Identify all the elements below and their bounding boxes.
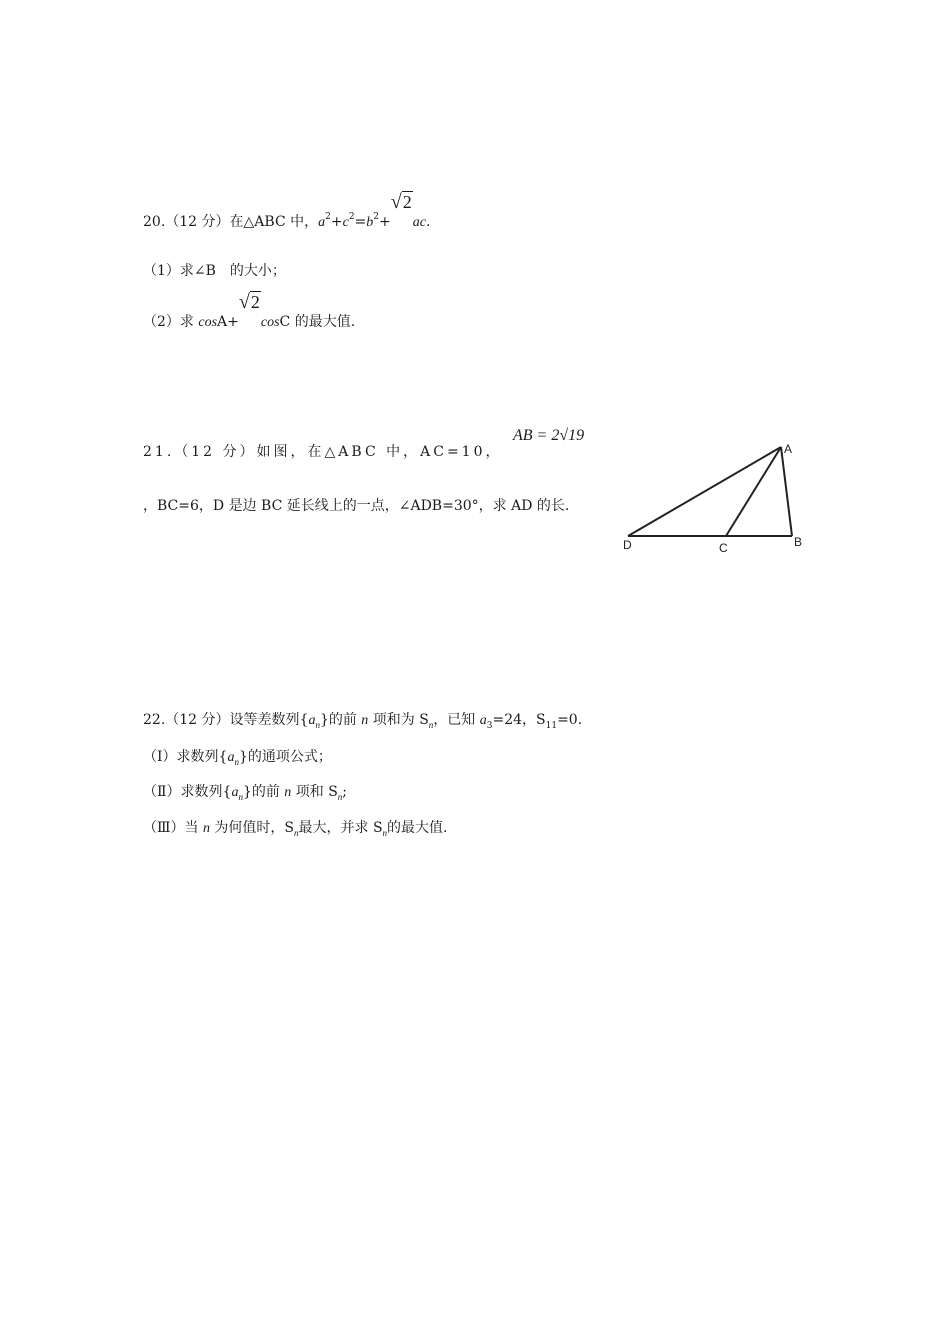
q22-header: 22.（12 分）设等差数列$\{a_n\}$的前 n 项和为 $S_n$，已知 $a_3=24$，$S_{11}=0$.	[143, 712, 583, 731]
sqrt-2-formula-2: √2	[238, 291, 260, 313]
q22-part2: （Ⅱ）求数列$\{a_n\}$的前 n 项和 $S_n$;	[143, 784, 348, 802]
q21-line2: ，BC=6，D 是边 BC 延长线上的一点，∠ADB=30°，求 AD 的长.	[143, 498, 570, 514]
q20-header: 20.（12 分）在△ABC 中，$a^2+c^2=b^2+√2ac$.	[143, 191, 431, 230]
label-D: D	[623, 538, 632, 552]
segment-CA	[726, 447, 781, 536]
sqrt-2-formula: √2	[390, 191, 412, 213]
q22-part1: （Ⅰ）求数列$\{a_n\}$的通项公式；	[143, 749, 332, 767]
q21-ab-formula: AB = 2√19	[513, 427, 585, 444]
segment-AB	[781, 447, 792, 536]
triangle-figure	[615, 435, 815, 560]
segment-DA	[628, 447, 781, 536]
label-B: B	[794, 535, 803, 549]
q20-part2: （2）求 cosA+√2cosC 的最大值.	[143, 291, 356, 330]
q20-part1: （1）求∠B 的大小；	[143, 263, 286, 279]
q22-part3: （Ⅲ）当 n 为何值时，$S_n$最大，并求 $S_n$的最大值.	[143, 820, 448, 838]
label-C: C	[719, 541, 728, 555]
label-A: A	[784, 442, 793, 456]
q21-header: 21.（12 分）如图，在△ABC 中，AC=10，	[143, 444, 503, 460]
